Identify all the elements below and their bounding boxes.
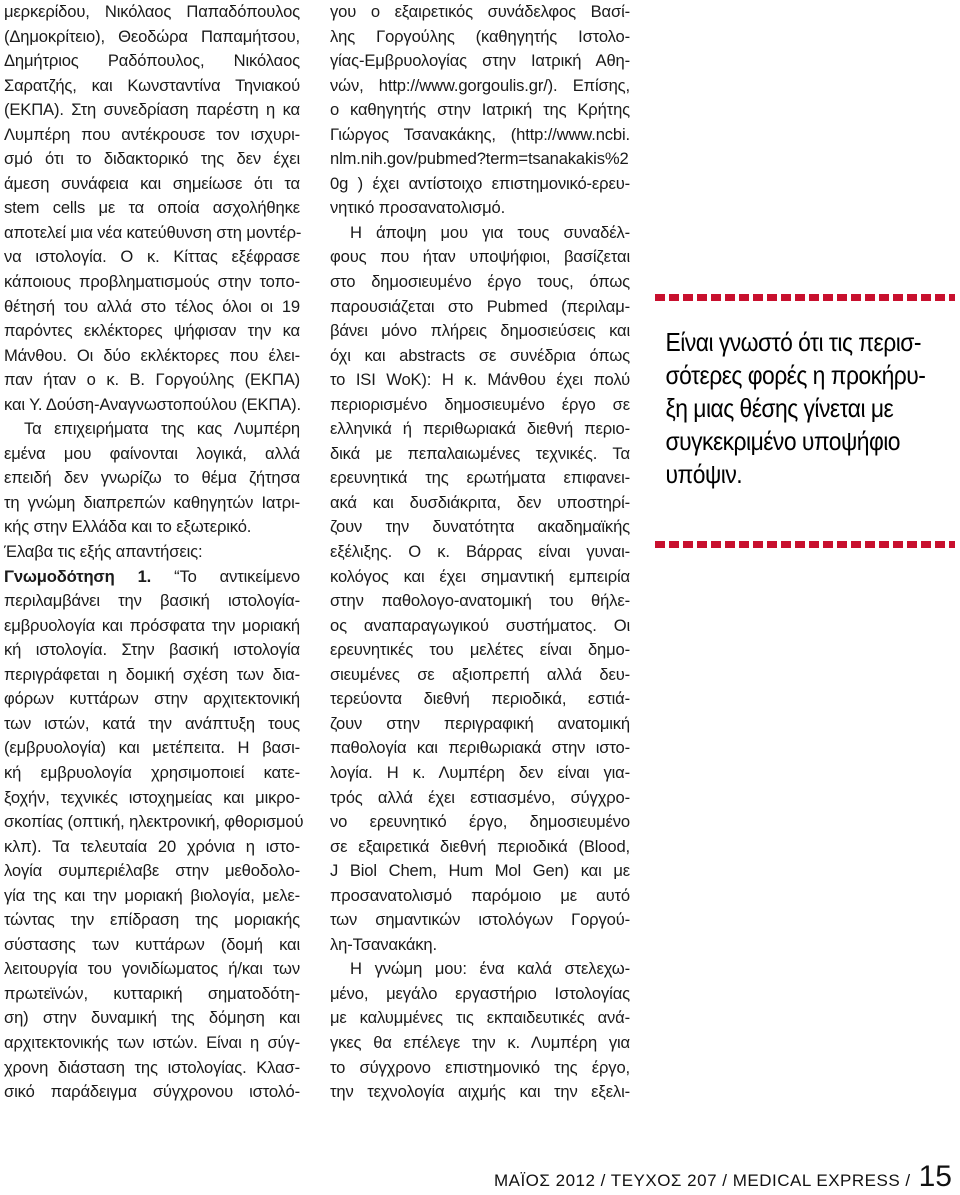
text-line: παν ήταν ο κ. Β. Γοργούλης (ΕΚΠΑ) bbox=[4, 370, 300, 390]
text-line: θέτησή του αλλά στο τέλος όλοι οι 19 bbox=[4, 296, 300, 316]
footer-issue-info: ΜΑΪΟΣ 2012 / ΤΕΥΧΟΣ 207 / MEDICAL EXPRESS / bbox=[493, 1171, 911, 1190]
middle-text-column bbox=[330, 0, 630, 1105]
opinion-label: Γνωμοδότηση 1. bbox=[4, 566, 152, 586]
pull-quote-text bbox=[655, 301, 956, 541]
text-line: ακά και δυσδιάκριτα, δεν υποστηρί- bbox=[330, 492, 630, 512]
text-line: stem cells με τα οποία ασχολήθηκε bbox=[4, 198, 300, 218]
text-line: γίας-Εμβρυολογίας στην Ιατρική Αθη- bbox=[330, 51, 630, 71]
text-line: Μάνθου. Οι δύο εκλέκτορες που έλει- bbox=[4, 345, 300, 365]
text-line: ζουν την δυνατότητα ακαδημαϊκής bbox=[330, 517, 630, 537]
pull-quote bbox=[655, 294, 955, 548]
text-line: ερευνητικά της ερωτήματα επιφανει- bbox=[330, 468, 630, 488]
pull-quote-line: υπόψιν. bbox=[665, 459, 743, 489]
text-line: παρόντες εκλέκτορες ψήφισαν την κα bbox=[4, 321, 300, 341]
text-line: ελληνικά ή περιθωριακά διεθνή περιο- bbox=[330, 419, 630, 439]
text-line: να ιστολογία. Ο κ. Κίττας εξέφρασε bbox=[4, 247, 300, 267]
text-line: 0g ) έχει αντίστοιχο επιστημονικό-ερευ- bbox=[330, 173, 630, 193]
text-line: σκοπίας (οπτική, ηλεκτρονική, φθορισμού bbox=[4, 812, 304, 832]
text-line: αρχιτεκτονικής των ιστών. Είναι η σύγ- bbox=[4, 1032, 300, 1052]
text-line: δικά με πεπαλαιωμένες τεχνικές. Τα bbox=[330, 443, 630, 463]
text-line: σύστασης των κυττάρων (δομή και bbox=[4, 934, 300, 954]
text-line: επειδή δεν γνωρίζω το θέμα ζήτησα bbox=[4, 468, 300, 488]
text-line: σμό ότι το διδακτορικό της δεν έχει bbox=[4, 149, 300, 169]
text-line: σε εξαιρετικά διεθνή περιοδικά (Blood, bbox=[330, 836, 630, 856]
text-line: αποτελεί μια νέα κατεύθυνση στη μοντέρ- bbox=[4, 222, 302, 242]
text-line: εμένα μου φαίνονται λογικά, αλλά bbox=[4, 443, 300, 463]
text-line: των σημαντικών ιστολόγων Γοργού- bbox=[330, 910, 630, 930]
left-text-column bbox=[4, 0, 304, 1105]
text-line: βάνει μόνο πλήρεις δημοσιεύσεις και bbox=[330, 321, 630, 341]
pull-quote-top-rule bbox=[655, 294, 955, 301]
text-line: λη-Τσανακάκη. bbox=[330, 934, 437, 954]
text-line: ξοχήν, τεχνικές ιστοχημείας και μικρο- bbox=[4, 787, 300, 807]
text-line: και Υ. Δούση-Αναγνωστοπούλου (ΕΚΠΑ). bbox=[4, 394, 302, 414]
text-line: (ΕΚΠΑ). Στη συνεδρίαση παρέστη η κα bbox=[4, 100, 300, 120]
text-line: κάποιους προβληματισμούς στην τοπο- bbox=[4, 272, 300, 292]
text-line: λης Γοργούλης (καθηγητής Ιστολο- bbox=[330, 26, 630, 46]
text-line: παρουσιάζεται στο Pubmed (περιλαμ- bbox=[330, 296, 630, 316]
text-line: ζουν στην περιγραφική ανατομική bbox=[330, 713, 630, 733]
text-line: όχι και abstracts σε συνέδρια όπως bbox=[330, 345, 630, 365]
text-line: χρονη διάσταση της ιστολογίας. Κλασ- bbox=[4, 1057, 300, 1077]
text-line: κή ιστολογία. Στην βασική ιστολογία bbox=[4, 640, 300, 660]
text-line: Σαρατζής, και Κωνσταντίνα Τηνιακού bbox=[4, 75, 300, 95]
text-line: (εμβρυολογία) και μετέπειτα. Η βασι- bbox=[4, 738, 300, 758]
text-line: τώντας την επίδραση της μοριακής bbox=[4, 910, 300, 930]
text-line: μερκερίδου, Νικόλαος Παπαδόπουλος bbox=[4, 2, 300, 21]
text-line: γκες θα επέλεγε την κ. Λυμπέρη για bbox=[330, 1032, 630, 1052]
text-line: νητικό προσανατολισμό. bbox=[330, 198, 506, 218]
text-line: σικό παράδειγμα σύγχρονου ιστολό- bbox=[4, 1082, 300, 1102]
text-line: κής στην Ελλάδα και το εξωτερικό. bbox=[4, 517, 252, 537]
text-line: (Δημοκρίτειο), Θεοδώρα Παπαμήτσου, bbox=[4, 26, 300, 46]
text-line: Δημήτριος Ραδόπουλος, Νικόλαος bbox=[4, 51, 300, 71]
text-line: κλπ). Τα τελευταία 20 χρόνια η ιστο- bbox=[4, 836, 300, 856]
text-line: πρωτεϊνών, κυτταρική σηματοδότη- bbox=[4, 983, 300, 1003]
text-line: το σύγχρονο επιστημονικό της έργο, bbox=[330, 1057, 630, 1077]
text-line: τερεύοντα διεθνή περιοδικά, εστιά- bbox=[330, 689, 630, 709]
text-line: το ISI WoK): Η κ. Μάνθου έχει πολύ bbox=[330, 370, 630, 390]
text-line: κή εμβρυολογία χρησιμοποιεί κατε- bbox=[4, 762, 300, 782]
text-line: κολόγος και έχει σημαντική εμπειρία bbox=[330, 566, 630, 586]
text-line: Η γνώμη μου: ένα καλά στελεχω- bbox=[350, 959, 630, 979]
text-line: μένο, μεγάλο εργαστήριο Ιστολογίας bbox=[330, 983, 630, 1003]
text-line: γία της και την μοριακή βιολογία, μελε- bbox=[4, 885, 300, 905]
pull-quote-bottom-rule bbox=[655, 541, 955, 548]
text-line: ος αναπαραγωγικού συστήματος. Οι bbox=[330, 615, 630, 635]
page-footer bbox=[494, 1160, 952, 1194]
text-line: περιορισμένο δημοσιευμένο έργο σε bbox=[330, 394, 630, 414]
page-number: 15 bbox=[918, 1160, 952, 1193]
text-line: φόρων κυττάρων στην αρχιτεκτονική bbox=[4, 689, 300, 709]
pull-quote-line: σότερες φορές η προκήρυ- bbox=[665, 360, 926, 390]
text-line: τρός αλλά έχει εστιασμένο, σύγχρο- bbox=[330, 787, 630, 807]
text-line: εμβρυολογία και πρόσφατα την μοριακή bbox=[4, 615, 300, 635]
text-line: ο καθηγητής στην Ιατρική της Κρήτης bbox=[330, 100, 630, 120]
pull-quote-line: συγκεκριμένο υποψήφιο bbox=[665, 426, 901, 456]
text-fragment: “Το αντικείμενο bbox=[174, 566, 300, 586]
text-line: ερευνητικές του μελέτες είναι δημο- bbox=[330, 640, 630, 660]
text-line: nlm.nih.gov/pubmed?term=tsanakakis%2 bbox=[330, 149, 629, 169]
text-line: νο ερευνητικό έργο, δημοσιευμένο bbox=[330, 812, 630, 832]
text-line: την τεχνολογία αιχμής και την εξελι- bbox=[330, 1082, 630, 1102]
text-line: παθολογία και περιθωριακά στην ιστο- bbox=[330, 738, 630, 758]
text-line: των ιστών, κατά την ανάπτυξη τους bbox=[4, 713, 300, 733]
text-line: περιγράφεται η δομική σχέση των δια- bbox=[4, 664, 300, 684]
text-line: άμεση συνάφεια και σημείωσε ότι τα bbox=[4, 173, 300, 193]
text-line: σιευμένες σε αξιοπρεπή αλλά δευ- bbox=[330, 664, 630, 684]
text-line: Έλαβα τις εξής απαντήσεις: bbox=[4, 542, 203, 562]
text-line: Η άποψη μου για τους συναδέλ- bbox=[350, 222, 630, 242]
text-line: νών, http://www.gorgoulis.gr/). Επίσης, bbox=[330, 75, 630, 95]
text-line: λογία. Η κ. Λυμπέρη δεν είναι για- bbox=[330, 762, 630, 782]
text-line: λειτουργία του γονιδίωματος ή/και των bbox=[4, 959, 300, 979]
text-line: εξέλιξης. Ο κ. Βάρρας είναι γυναι- bbox=[330, 542, 630, 562]
text-line: στο δημοσιευμένο έργο τους, όπως bbox=[330, 272, 630, 292]
text-line: J Biol Chem, Hum Mol Gen) και με bbox=[330, 861, 630, 881]
text-line: φους που ήταν υποψήφιοι, βασίζεται bbox=[330, 247, 630, 267]
text-line: Γιώργος Τσανακάκης, (http://www.ncbi. bbox=[330, 124, 630, 144]
text-line: στην παθολογο-ανατομική του θήλε- bbox=[330, 591, 630, 611]
text-line: προσανατολισμό παρόμοιο με αυτό bbox=[330, 885, 630, 905]
text-line: γου ο εξαιρετικός συνάδελφος Βασί- bbox=[330, 2, 630, 21]
pull-quote-line: ξη μιας θέσης γίνεται με bbox=[665, 393, 894, 423]
text-line: λογία συμπεριέλαβε στην μεθοδολο- bbox=[4, 861, 300, 881]
text-line: περιλαμβάνει την βασική ιστολογία- bbox=[4, 591, 300, 611]
text-line: με καλυμμένες τις εκπαιδευτικές ανά- bbox=[330, 1008, 630, 1028]
text-line: Λυμπέρη που αντέκρουσε τον ισχυρι- bbox=[4, 124, 300, 144]
text-line: τη γνώμη διαπρεπών καθηγητών Ιατρι- bbox=[4, 492, 300, 512]
text-line: ση) στην δυναμική της δόμηση και bbox=[4, 1008, 300, 1028]
pull-quote-line: Είναι γνωστό ότι τις περισ- bbox=[665, 327, 921, 357]
opinion-line bbox=[4, 565, 300, 590]
text-line: Τα επιχειρήματα της κας Λυμπέρη bbox=[24, 419, 300, 439]
